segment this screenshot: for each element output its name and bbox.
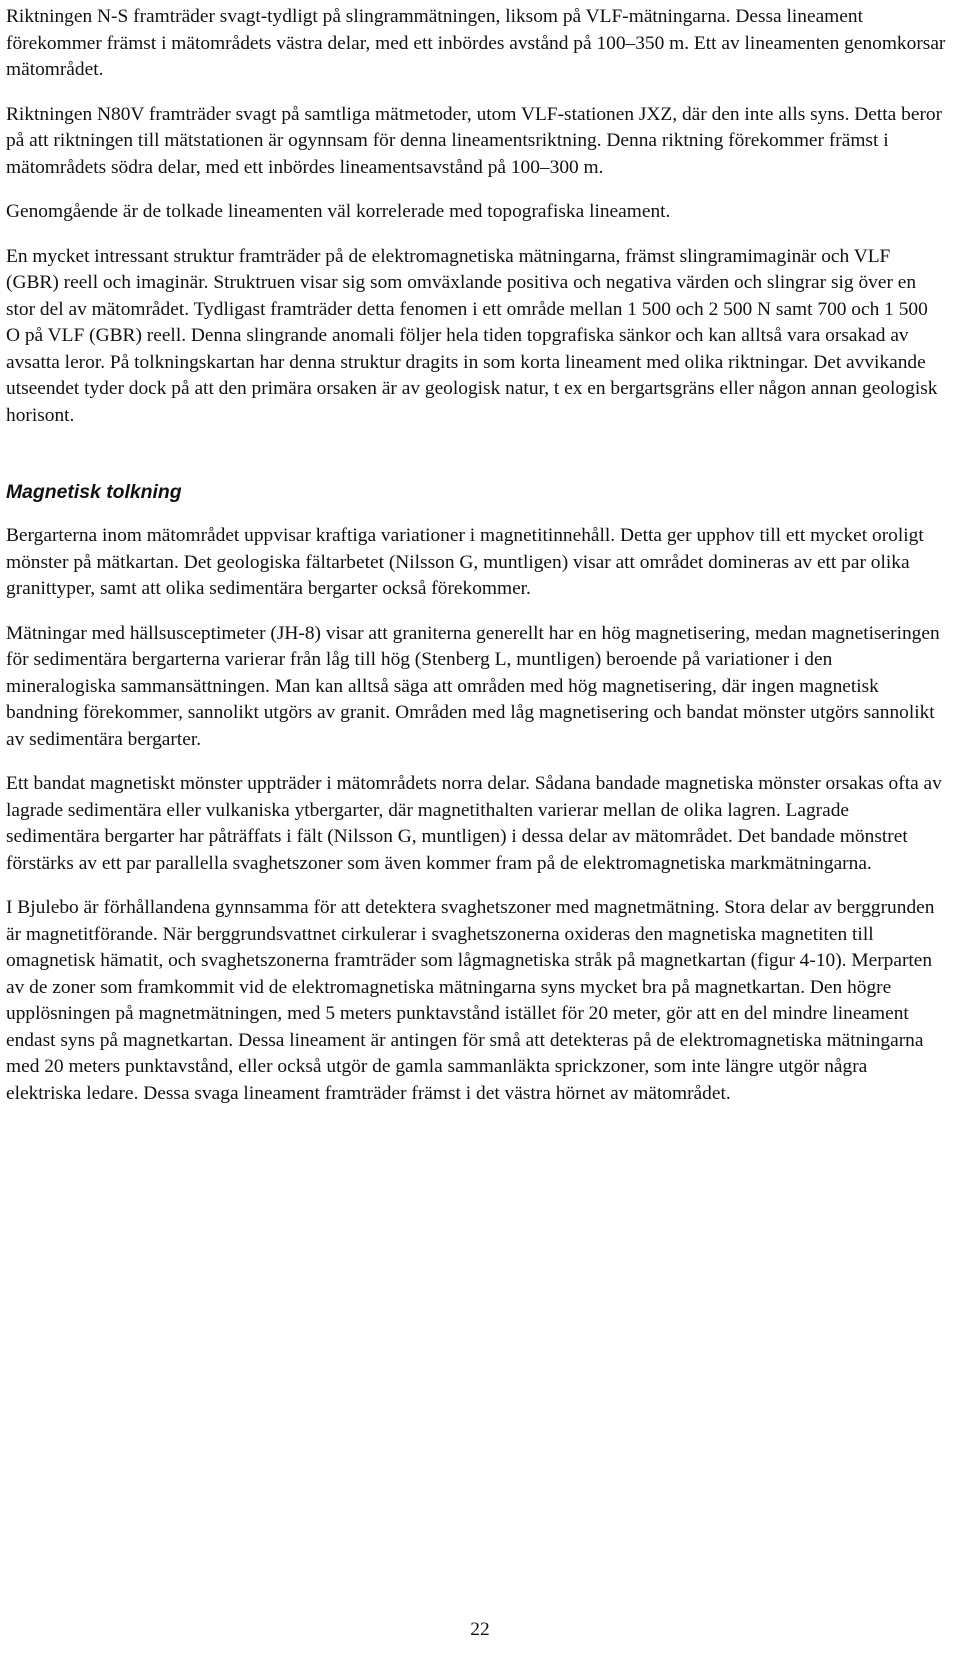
paragraph: Ett bandat magnetiskt mönster uppträder i mätområdets norra delar. Sådana bandade magnetiska mönster orsakas ofta av lagrade sedimentära eller vulkaniska ytbergarter, där magnetithalten varierar mellan de olika lagren. Lagrade sedimentära bergarter har påträffats i fält (Nilsson G, muntligen) i dessa delar av mätområdet. Det bandade mönstret förstärks av ett par parallella svaghetszoner som även kommer fram på de elektromagnetiska markmätningarna.: [6, 773, 942, 874]
document-page: [6, 0, 946, 1653]
paragraph: En mycket intressant struktur framträder på de elektromagnetiska mätningarna, främst slingramimaginär och VLF (GBR) reell och imaginär. Struktruen visar sig som omväxlande positiva och negativa värden och slingrar sig över en stor del av mätområdet. Tydligast framträder detta fenomen i ett område mellan 1 500 och 2 500 N samt 700 och 1 500 O på VLF (GBR) reell. Denna slingrande anomali följer hela tiden topgrafiska sänkor och kan alltså vara orsakad av avsatta leror. På tolkningskartan har denna struktur dragits in som korta lineament med olika riktningar. Det avvikande utseendet tyder dock på att den primära orsaken är av geologisk natur, t ex en bergartsgräns eller någon annan geologisk horisont.: [6, 245, 938, 426]
paragraph: I Bjulebo är förhållandena gynnsamma för att detektera svaghetszoner med magnetmätning. Stora delar av berggrunden är magnetitförande. När berggrundsvattnet cirkulerar i svaghetszonerna oxideras den magnetiska magnetiten till omagnetisk hämatit, och svaghetszonerna framträder som lågmagnetiska stråk på magnetkartan (figur 4-10). Merparten av de zoner som framkommit vid de elektromagnetiska mätningarna syns mycket bra på magnetkartan. Den högre upplösningen på magnetmätningen, med 5 meters punktavstånd istället för 20 meter, gör att en del mindre lineament endast syns på magnetkartan. Dessa lineament är antingen för små att detekteras på de elektromagnetiska mätningarna med 20 meters punktavstånd, eller också utgör de gamla sammanläkta sprickzoner, som inte längre utgör några elektriska ledare. Dessa svaga lineament framträder främst i det västra hörnet av mätområdet.: [6, 897, 935, 1104]
section-heading: Magnetisk tolkning: [6, 481, 182, 503]
paragraph: Riktningen N-S framträder svagt-tydligt på slingrammätningen, liksom på VLF-mätningarna. Dessa lineament förekommer främst i mätområdets västra delar, med ett inbördes avstånd på 100–350 m. Ett av lineamenten genomkorsar mätområdet.: [6, 6, 946, 80]
paragraph: Bergarterna inom mätområdet uppvisar kraftiga variationer i magnetitinnehåll. Detta ger upphov till ett mycket oroligt mönster på mätkartan. Det geologiska fältarbetet (Nilsson G, muntligen) visar att området domineras av ett par olika granittyper, samt att olika sedimentära bergarter också förekommer.: [6, 525, 924, 599]
section-lineament-text: [6, 4, 946, 429]
paragraph: Riktningen N80V framträder svagt på samtliga mätmetoder, utom VLF-stationen JXZ, där den inte alls syns. Detta beror på att riktningen till mätstationen är ogynnsam för denna lineamentsriktning. Denna riktning förekommer främst i mätområdets södra delar, med ett inbördes lineamentsavstånd på 100–300 m.: [6, 103, 943, 178]
paragraph: Genomgående är de tolkade lineamenten väl korrelerade med topografiska lineament.: [6, 201, 671, 222]
paragraph: Mätningar med hällsusceptimeter (JH-8) visar att graniterna generellt har en hög magnetisering, medan magnetiseringen för sedimentära bergarterna varierar från låg till hög (Stenberg L, muntligen) beroende på variationer i den mineralogiska sammansättningen. Man kan alltså säga att områden med hög magnetisering, där ingen magnetisk bandning förekommer, sannolikt utgörs av granit. Områden med låg magnetisering och bandat mönster utgörs sannolikt av sedimentära bergarter.: [6, 622, 940, 750]
page-number: 22: [470, 1619, 490, 1640]
section-magnetic-interpretation: [6, 479, 946, 1107]
